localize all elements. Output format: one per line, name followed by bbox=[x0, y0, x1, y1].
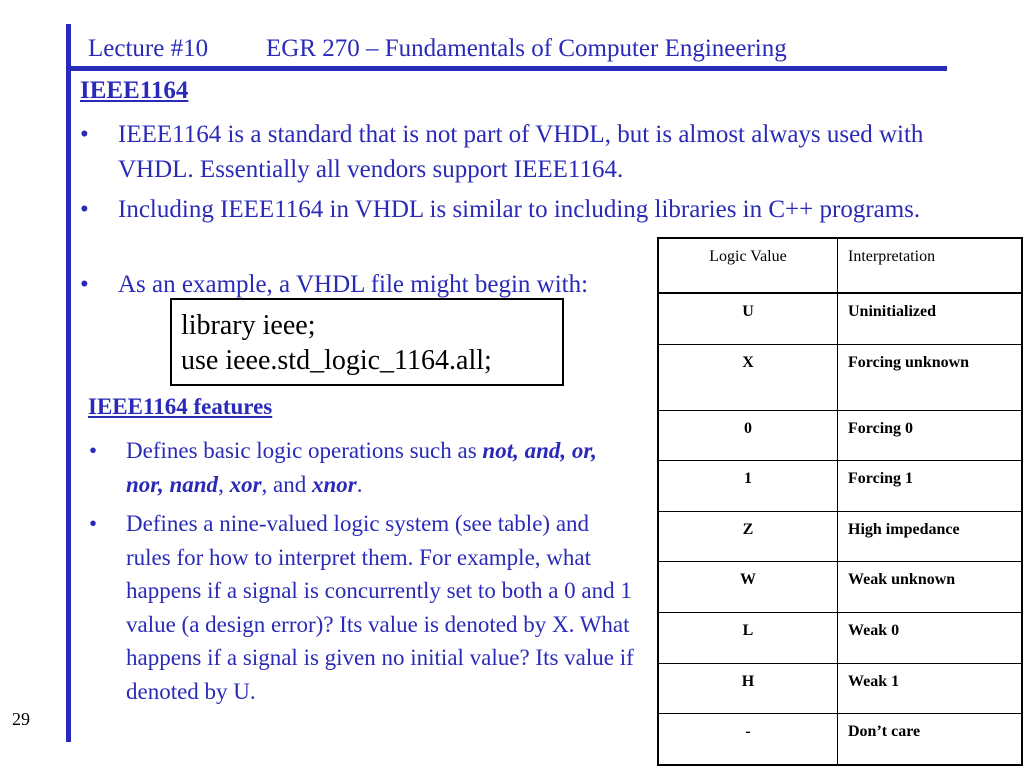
bullet-marker: • bbox=[80, 121, 89, 148]
bullet-item bbox=[80, 117, 998, 187]
interpretation-cell: Forcing 0 bbox=[838, 410, 1023, 461]
bullet-marker: • bbox=[89, 511, 98, 536]
op-not: not, bbox=[482, 438, 519, 463]
table-row bbox=[658, 612, 1022, 663]
interpretation-cell: Uninitialized bbox=[838, 293, 1023, 344]
logic-value-cell: L bbox=[658, 612, 838, 663]
table-row bbox=[658, 344, 1022, 410]
op-xnor: xnor bbox=[311, 471, 357, 497]
op-list: and, or, nor, nand bbox=[126, 438, 597, 497]
table-row bbox=[658, 562, 1022, 613]
table-row bbox=[658, 663, 1022, 714]
section-title-features: IEEE1164 features bbox=[88, 394, 273, 419]
interpretation-cell: Forcing unknown bbox=[838, 344, 1023, 410]
interpretation-cell: Don’t care bbox=[838, 714, 1023, 765]
op-xor: xor bbox=[229, 471, 262, 497]
bullet-text: Including IEEE1164 in VHDL is similar to including libraries in C++ programs. bbox=[118, 196, 921, 223]
logic-value-table bbox=[657, 237, 1023, 766]
code-line: library ieee; bbox=[181, 310, 316, 341]
code-box bbox=[170, 298, 564, 386]
logic-value-cell: W bbox=[658, 562, 838, 613]
interpretation-cell: Weak 1 bbox=[838, 663, 1023, 714]
bullet-item bbox=[89, 507, 638, 709]
separator: , and bbox=[261, 471, 312, 497]
table-row bbox=[658, 410, 1022, 461]
code-line: use ieee.std_logic_1164.all; bbox=[181, 345, 492, 376]
logic-value-cell: - bbox=[658, 714, 838, 765]
sentence-end: . bbox=[356, 471, 363, 497]
bullet-text: IEEE1164 is a standard that is not part of VHDL, but is almost always used with VHDL. Essentially all vendors support IEEE1164. bbox=[118, 121, 924, 183]
interpretation-cell: Forcing 1 bbox=[838, 461, 1023, 512]
table-row bbox=[658, 511, 1022, 562]
bullet-marker: • bbox=[80, 196, 89, 223]
bullet-item bbox=[80, 192, 948, 227]
bullet-item bbox=[89, 434, 626, 501]
bullet-text-prefix: Defines basic logic operations such as bbox=[126, 438, 483, 463]
bullet-item bbox=[80, 267, 658, 302]
logic-value-cell: H bbox=[658, 663, 838, 714]
column-header-logic-value: Logic Value bbox=[658, 238, 838, 293]
table-row bbox=[658, 714, 1022, 765]
logic-value-cell: Z bbox=[658, 511, 838, 562]
lecture-number: Lecture #10 bbox=[88, 35, 209, 62]
logic-value-cell: U bbox=[658, 293, 838, 344]
logic-value-cell: 1 bbox=[658, 461, 838, 512]
bullet-marker: • bbox=[89, 438, 98, 463]
interpretation-cell: Weak 0 bbox=[838, 612, 1023, 663]
slide-vertical-rule bbox=[66, 24, 71, 742]
table-row bbox=[658, 461, 1022, 512]
interpretation-cell: Weak unknown bbox=[838, 562, 1023, 613]
table-row bbox=[658, 293, 1022, 344]
column-header-interpretation: Interpretation bbox=[838, 238, 1023, 293]
section-title-ieee1164: IEEE1164 bbox=[80, 77, 189, 104]
course-title: EGR 270 – Fundamentals of Computer Engineering bbox=[266, 35, 787, 62]
interpretation-cell: High impedance bbox=[838, 511, 1023, 562]
page-number: 29 bbox=[12, 709, 30, 729]
table-header-row bbox=[658, 238, 1022, 293]
slide-horizontal-rule bbox=[66, 66, 947, 71]
bullet-text: Defines a nine-valued logic system (see table) and rules for how to interpret them. For example, what happens if a signal is concurrently set to both a 0 and 1 value (a design error)? Its value is denoted by X. What happens if a signal is given no initial value? Its value if denoted by U. bbox=[126, 511, 634, 704]
bullet-marker: • bbox=[80, 271, 89, 298]
logic-value-cell: 0 bbox=[658, 410, 838, 461]
separator: , bbox=[218, 471, 230, 497]
logic-value-cell: X bbox=[658, 344, 838, 410]
bullet-text: As an example, a VHDL file might begin with: bbox=[118, 271, 589, 298]
